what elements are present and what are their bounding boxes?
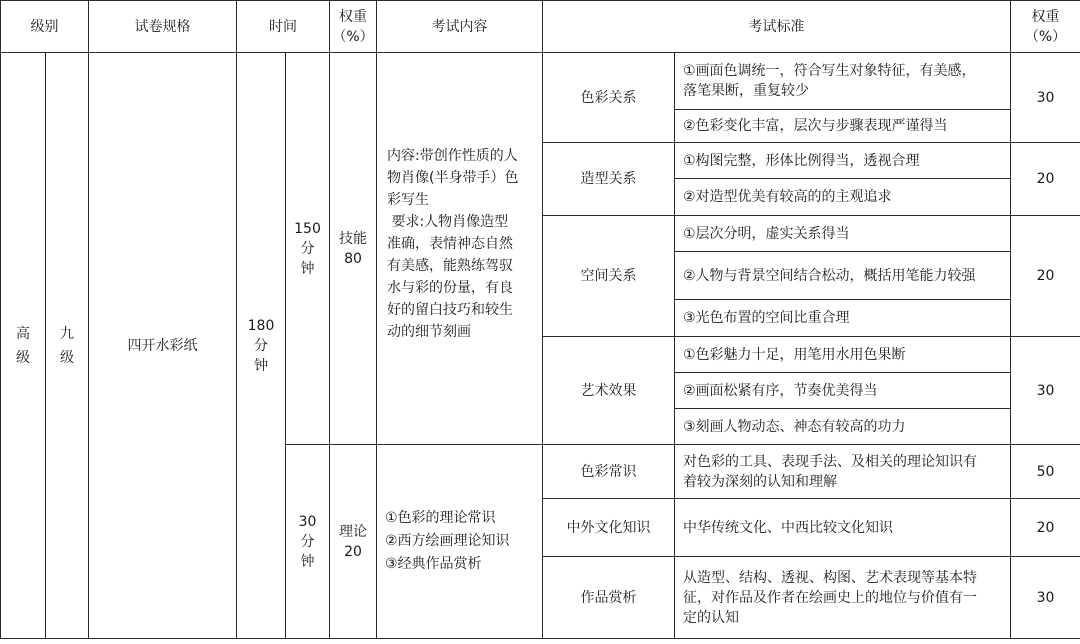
criterion xyxy=(675,557,1011,639)
skill-time-value: 150 xyxy=(294,220,321,237)
grade-char: 九 xyxy=(60,325,74,342)
content-line: 准确，表情神态自然 xyxy=(387,236,513,252)
criterion: ②人物与背景空间结合松动，概括用笔能力较强 xyxy=(675,252,1011,300)
theory-weight-cell xyxy=(330,445,377,639)
header-time: 时间 xyxy=(237,1,330,53)
criterion: ①构图完整，形体比例得当，透视合理 xyxy=(675,143,1011,179)
category-weight: 30 xyxy=(1011,557,1080,639)
criterion: ②色彩变化丰富，层次与步骤表现严谨得当 xyxy=(675,110,1011,143)
header-weight xyxy=(330,1,377,53)
theory-time-value: 30 xyxy=(298,513,317,530)
total-time-value: 180 xyxy=(247,317,275,334)
content-line: 有美感，能熟练驾驭 xyxy=(387,258,513,274)
header-level: 级别 xyxy=(1,1,89,53)
content-line: 动的细节刻画 xyxy=(387,324,471,340)
grade-text xyxy=(59,322,75,370)
criterion xyxy=(675,53,1011,110)
criterion: ①层次分明，虚实关系得当 xyxy=(675,216,1011,252)
skill-content-cell xyxy=(377,53,543,445)
category-art-effect: 艺术效果 xyxy=(543,337,675,445)
criterion: ③刻画人物动态、神态有较高的功力 xyxy=(675,409,1011,445)
header-weight-2-line2: （%） xyxy=(1024,28,1067,45)
header-content: 考试内容 xyxy=(377,1,543,53)
skill-time-unit: 钟 xyxy=(300,260,315,277)
category-weight: 20 xyxy=(1011,143,1080,216)
criterion-line: ①画面色调统一，符合写生对象特征，有美感， xyxy=(683,63,976,79)
category-space-relation: 空间关系 xyxy=(543,216,675,337)
theory-time-unit: 钟 xyxy=(300,553,315,570)
skill-time-cell xyxy=(286,53,330,445)
header-weight-2-line1: 权重 xyxy=(1031,8,1060,25)
header-standard: 考试标准 xyxy=(543,1,1011,53)
content-line: 好的留白技巧和较生 xyxy=(387,302,513,318)
content-line: 内容:带创作性质的人 xyxy=(387,148,518,164)
criterion-line: 对色彩的工具、表现手法、及相关的理论知识有 xyxy=(683,453,977,470)
level-char: 级 xyxy=(16,349,30,366)
content-line: ①色彩的理论常识 xyxy=(385,510,496,526)
category-weight: 20 xyxy=(1011,499,1080,557)
paper-spec-cell: 四开水彩纸 xyxy=(89,53,237,639)
criterion: ①色彩魅力十足，用笔用水用色果断 xyxy=(675,337,1011,373)
header-paper-spec: 试卷规格 xyxy=(89,1,237,53)
skill-weight-cell xyxy=(330,53,377,445)
criterion-line: 从造型、结构、透视、构图、艺术表现等基本特 xyxy=(683,569,977,586)
theory-time-cell xyxy=(286,445,330,639)
skill-time-unit: 分 xyxy=(300,240,315,257)
category-color-knowledge: 色彩常识 xyxy=(543,445,675,499)
category-weight: 30 xyxy=(1011,53,1080,143)
theory-time-unit: 分 xyxy=(300,533,315,550)
total-time-unit: 钟 xyxy=(254,357,268,374)
criterion-line: 征，对作品及作者在绘画史上的地位与价值有一 xyxy=(683,589,977,606)
category-weight: 50 xyxy=(1011,445,1080,499)
level-cell xyxy=(1,53,46,639)
total-time-cell xyxy=(237,53,286,639)
content-line: 彩写生 xyxy=(387,192,429,208)
category-culture-knowledge: 中外文化知识 xyxy=(543,499,675,557)
header-weight-line2: （%） xyxy=(332,28,374,45)
level-text xyxy=(15,322,31,370)
grade-char: 级 xyxy=(60,349,74,366)
grade-cell xyxy=(46,53,89,639)
criterion-line: 落笔果断，重复较少 xyxy=(683,83,809,99)
criterion-line: 着较为深刻的认知和理解 xyxy=(683,473,837,490)
skill-weight-value: 80 xyxy=(344,250,362,267)
category-form-relation: 造型关系 xyxy=(543,143,675,216)
category-weight: 30 xyxy=(1011,337,1080,445)
content-line: 水与彩的份量，有良 xyxy=(387,280,513,296)
content-line: 要求:人物肖像造型 xyxy=(387,214,509,230)
theory-content-cell xyxy=(377,445,543,639)
criterion-line: 定的认知 xyxy=(683,609,739,626)
level-char: 高 xyxy=(16,325,30,342)
category-color-relation: 色彩关系 xyxy=(543,53,675,143)
theory-weight-label: 理论 xyxy=(339,523,367,540)
theory-weight-value: 20 xyxy=(344,543,362,560)
skill-weight-label: 技能 xyxy=(339,230,367,247)
criterion: ③光色布置的空间比重合理 xyxy=(675,300,1011,337)
header-weight-line1: 权重 xyxy=(339,8,367,25)
criterion xyxy=(675,445,1011,499)
category-weight: 20 xyxy=(1011,216,1080,337)
criterion: 中华传统文化、中西比较文化知识 xyxy=(675,499,1011,557)
content-line: ③经典作品赏析 xyxy=(385,556,482,572)
header-row xyxy=(1,1,1080,53)
content-line: 物肖像(半身带手）色 xyxy=(387,170,519,186)
criterion: ②画面松紧有序，节奏优美得当 xyxy=(675,373,1011,409)
header-weight-2 xyxy=(1011,1,1080,53)
criterion: ②对造型优美有较高的的主观追求 xyxy=(675,179,1011,216)
content-line: ②西方绘画理论知识 xyxy=(385,533,510,549)
total-time-unit: 分 xyxy=(254,337,268,354)
category-work-appreciation: 作品赏析 xyxy=(543,557,675,639)
table-row xyxy=(1,53,1080,110)
